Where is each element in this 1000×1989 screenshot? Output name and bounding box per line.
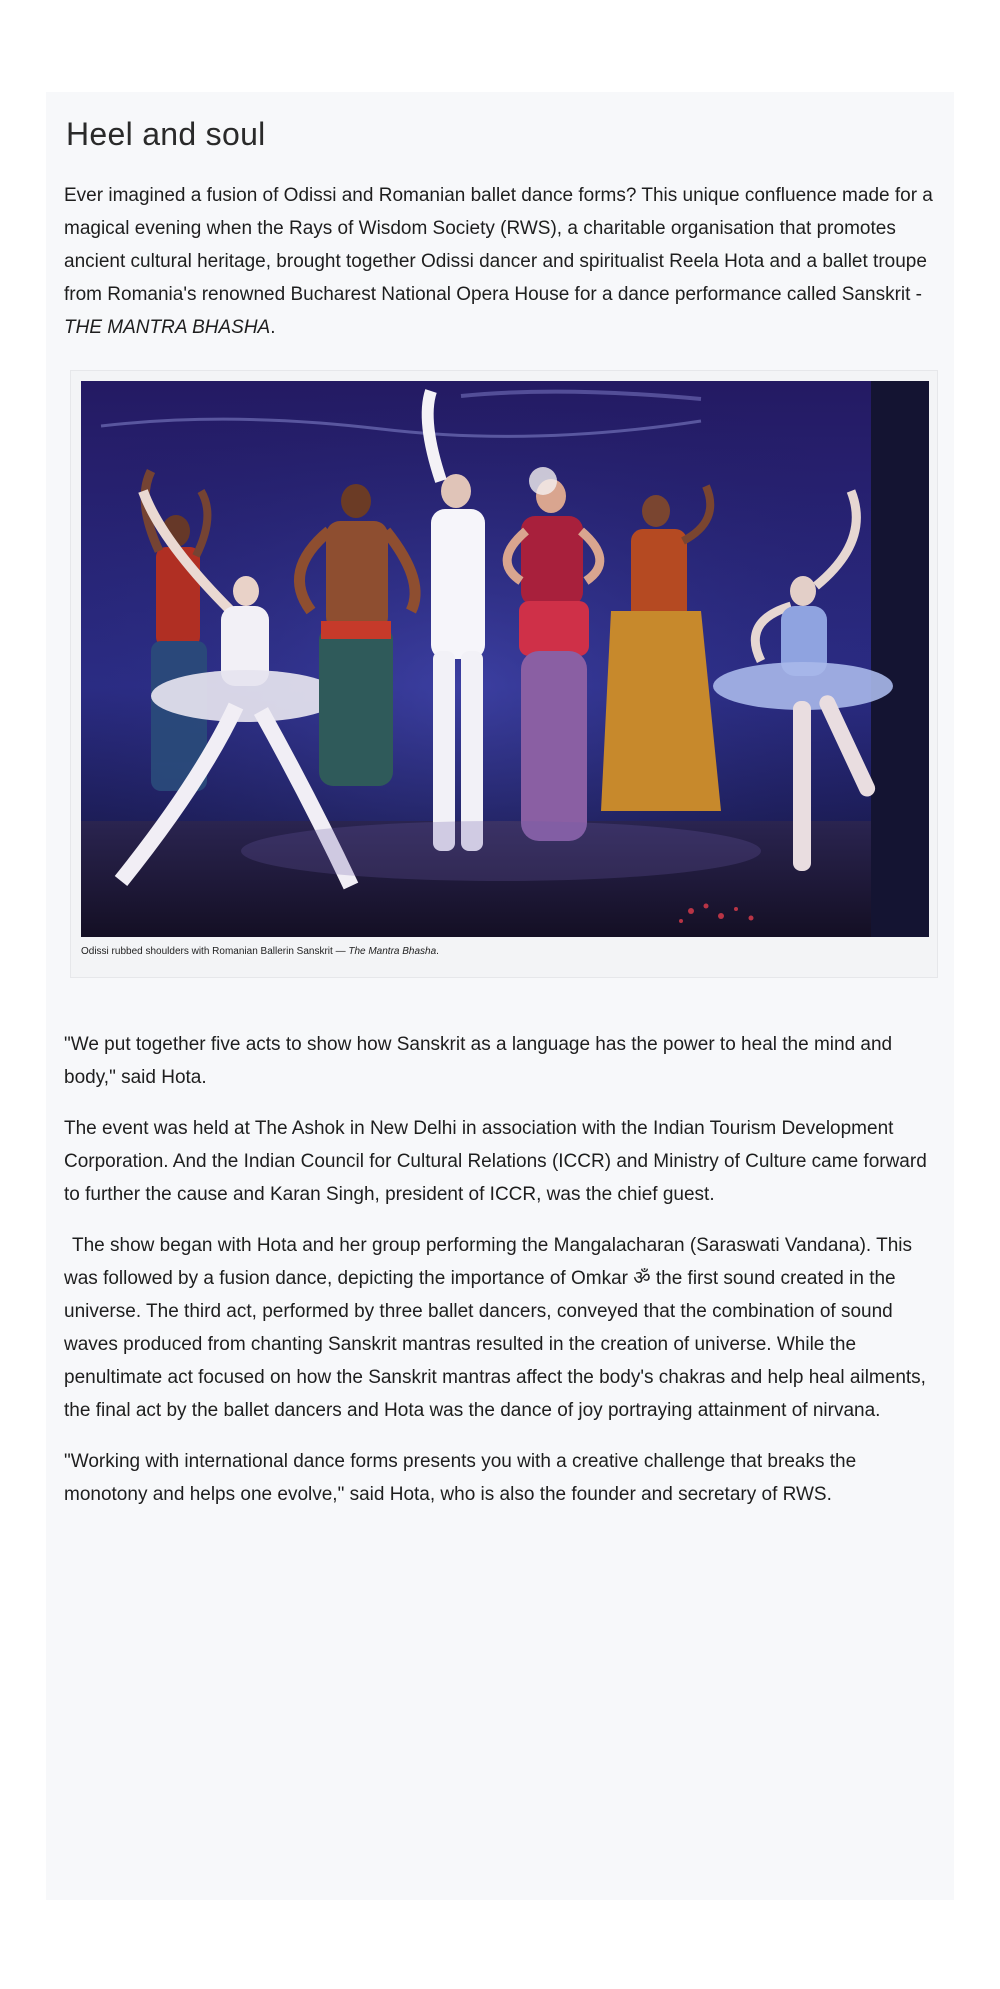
- article-title: Heel and soul: [66, 116, 266, 152]
- caption-text: Odissi rubbed shoulders with Romanian Ballerin Sanskrit —: [81, 946, 349, 957]
- dance-performance-photo: [81, 381, 929, 937]
- caption-italic-title: The Mantra Bhasha: [348, 946, 437, 957]
- intro-italic-title: THE MANTRA BHASHA: [64, 317, 271, 338]
- intro-end: .: [270, 317, 276, 338]
- caption-end: .: [436, 946, 439, 957]
- article-figure: [70, 370, 938, 978]
- body-paragraph-event: The event was held at The Ashok in New Delhi in association with the Indian Tourism Development Corporation. And the Indian Council for Cultural Relations (ICCR) and Ministry of Culture came forward to further the cause and Karan Singh, president of ICCR, was the chief guest.: [64, 1118, 927, 1205]
- article-card: [46, 92, 954, 1900]
- intro-paragraph: [64, 179, 936, 344]
- body-paragraph-quote: "We put together five acts to show how Sanskrit as a language has the power to heal the mind and body," said Hota.: [64, 1034, 893, 1088]
- body-paragraph-closing-quote: "Working with international dance forms presents you with a creative challenge that breaks the monotony and helps one evolve," said Hota, who is also the founder and secretary of RWS.: [64, 1451, 857, 1505]
- body-paragraph-show: The show began with Hota and her group performing the Mangalacharan (Saraswati Vandana). This was followed by a fusion dance, depicting the importance of Omkar ॐ the first sound created in the universe. The third act, performed by three ballet dancers, conveyed that the combination of sound waves produced from chanting Sanskrit mantras resulted in the creation of universe. While the penultimate act focused on how the Sanskrit mantras affect the body's chakras and help heal ailments, the final act by the ballet dancers and Hota was the dance of joy portraying attainment of nirvana.: [64, 1235, 926, 1421]
- photo-caption: [81, 943, 927, 961]
- intro-text: Ever imagined a fusion of Odissi and Romanian ballet dance forms? This unique confluence made for a magical evening when the Rays of Wisdom Society (RWS), a charitable organisation that promotes ancient cultural heritage, brought together Odissi dancer and spiritualist Reela Hota and a ballet troupe from Romania's renowned Bucharest National Opera House for a dance performance called Sanskrit -: [64, 185, 933, 305]
